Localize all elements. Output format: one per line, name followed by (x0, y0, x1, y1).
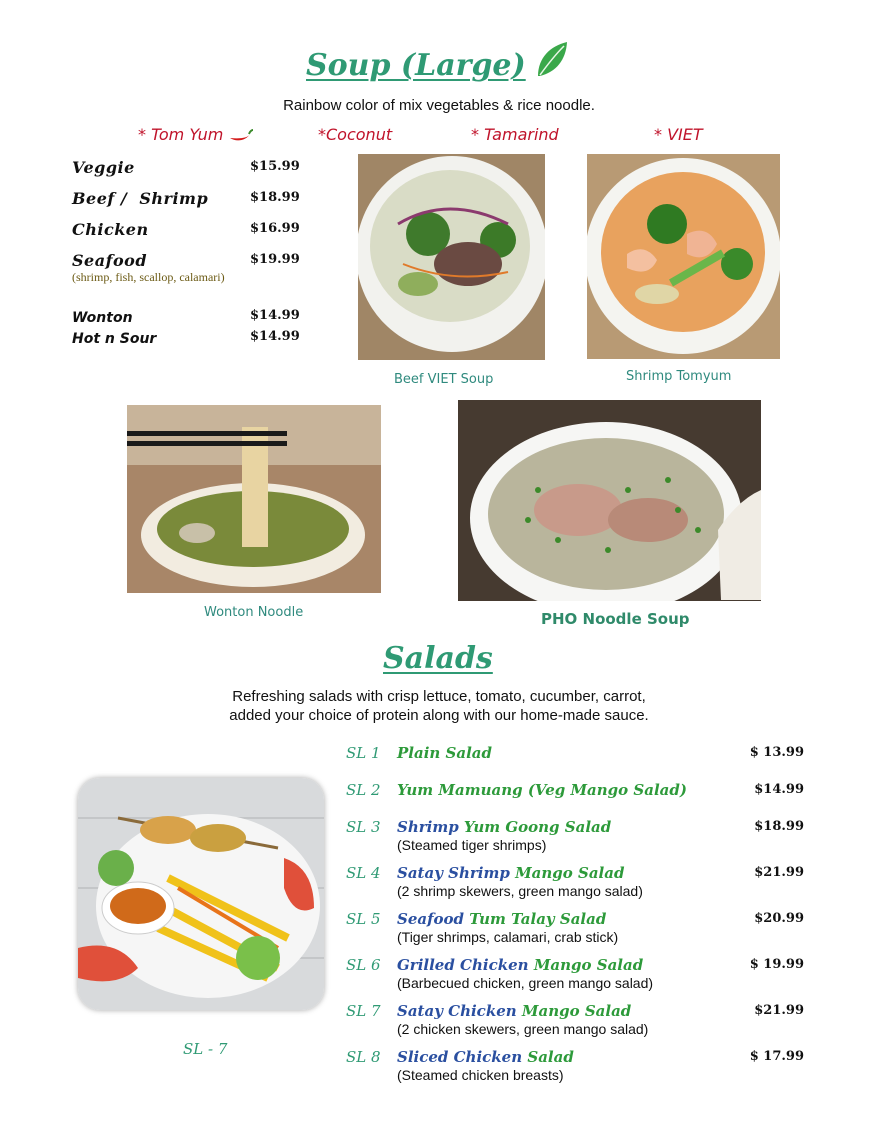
salad-item-code: SL 3 (346, 818, 381, 836)
salad-item-price: $ 19.99 (749, 957, 804, 972)
salad-item-code: SL 1 (346, 744, 381, 762)
salad-photo-caption: SL - 7 (183, 1040, 228, 1058)
soup-item-hot-n-sour (72, 328, 302, 347)
soup-item-name: Wonton (72, 310, 133, 326)
salad-item-name: Grilled Chicken Mango Salad (397, 956, 644, 974)
salad-item-name: Yum Mamuang (Veg Mango Salad) (397, 781, 687, 799)
shrimp-tomyum-photo (587, 154, 780, 359)
salad-item-price: $20.99 (754, 911, 804, 926)
shrimp-tomyum-caption: Shrimp Tomyum (626, 369, 732, 384)
salad-item-name: Satay Chicken Mango Salad (397, 1002, 632, 1020)
salad-item-price: $21.99 (754, 1003, 804, 1018)
salad-item-name: Seafood Tum Talay Salad (397, 910, 607, 928)
wonton-noodle-caption: Wonton Noodle (204, 605, 304, 620)
salad-item-code: SL 7 (346, 1002, 381, 1020)
wonton-noodle-photo (127, 405, 381, 593)
salads-subtitle-line2: added your choice of protein along with our home-made sauce. (229, 707, 649, 724)
soup-title: Soup (Large) (306, 48, 526, 83)
salads-title: Salads (383, 641, 493, 676)
soup-item-name: Veggie (72, 158, 135, 177)
flavor-tamarind: * Tamarind (471, 125, 559, 144)
beef-viet-soup-photo (358, 154, 545, 360)
satay-chicken-salad-photo (78, 778, 324, 1010)
soup-item-name: Chicken (72, 220, 149, 239)
soup-item-name: Hot n Sour (72, 331, 157, 347)
salad-item-desc: (Tiger shrimps, calamari, crab stick) (397, 929, 619, 945)
salad-item-desc: (Steamed chicken breasts) (397, 1067, 564, 1083)
flavor-tom-yum (138, 125, 254, 144)
soup-item-price: $18.99 (250, 190, 300, 205)
soup-item-price: $15.99 (250, 159, 300, 174)
salad-item-price: $14.99 (754, 782, 804, 797)
salad-item-code: SL 4 (346, 864, 381, 882)
soup-item-wonton (72, 307, 302, 326)
salads-subtitle-line1: Refreshing salads with crisp lettuce, tomato, cucumber, carrot, (232, 688, 646, 705)
soup-subtitle: Rainbow color of mix vegetables & rice noodle. (283, 97, 595, 114)
salad-item-name: Plain Salad (397, 744, 492, 762)
salad-item-code: SL 2 (346, 781, 381, 799)
soup-item-chicken (72, 220, 302, 239)
soup-item-note: (shrimp, fish, scallop, calamari) (72, 270, 225, 284)
soup-item-beef-shrimp (72, 189, 302, 208)
salad-item-name: Sliced Chicken Salad (397, 1048, 574, 1066)
salad-item-price: $ 17.99 (749, 1049, 804, 1064)
soup-item-price: $14.99 (250, 329, 300, 344)
beef-viet-soup-caption: Beef VIET Soup (394, 372, 494, 387)
soup-item-veggie (72, 158, 302, 177)
flavor-viet: * VIET (654, 125, 703, 144)
leaf-icon (534, 40, 570, 80)
soup-item-price: $14.99 (250, 308, 300, 323)
salad-item-code: SL 5 (346, 910, 381, 928)
salad-item-desc: (Steamed tiger shrimps) (397, 837, 547, 853)
salad-item-price: $18.99 (754, 819, 804, 834)
soup-item-seafood (72, 251, 302, 285)
salad-item-price: $21.99 (754, 865, 804, 880)
soup-item-name: Seafood (72, 251, 148, 270)
salad-item-name: Satay Shrimp Mango Salad (397, 864, 625, 882)
salad-item-price: $ 13.99 (749, 745, 804, 760)
salad-item-desc: (2 chicken skewers, green mango salad) (397, 1021, 649, 1037)
salad-item-desc: (2 shrimp skewers, green mango salad) (397, 883, 643, 899)
salad-item-name: Shrimp Yum Goong Salad (397, 818, 612, 836)
flavor-label: * Tom Yum (138, 125, 224, 144)
chili-icon (228, 129, 254, 143)
flavor-coconut: *Coconut (318, 125, 393, 144)
salad-item-code: SL 8 (346, 1048, 381, 1066)
soup-item-price: $16.99 (250, 221, 300, 236)
salad-item-desc: (Barbecued chicken, green mango salad) (397, 975, 654, 991)
soup-item-name: Beef / Shrimp (72, 189, 209, 208)
salad-item-code: SL 6 (346, 956, 381, 974)
soup-item-price: $19.99 (250, 252, 300, 267)
pho-photo (458, 400, 761, 601)
pho-caption: PHO Noodle Soup (541, 610, 690, 628)
